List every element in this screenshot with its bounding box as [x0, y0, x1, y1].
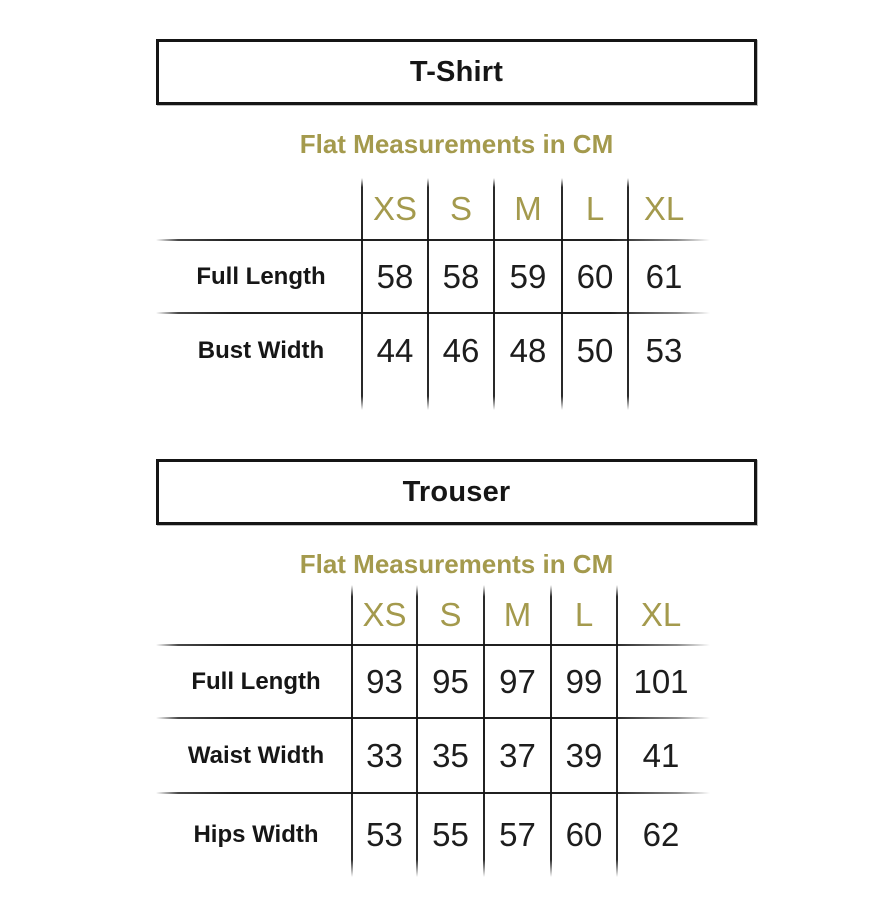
corner-cell	[160, 585, 352, 645]
trouser-subtitle: Flat Measurements in CM	[299, 549, 614, 579]
value-cell: 57	[499, 816, 536, 853]
value-cell: 58	[442, 257, 480, 295]
value-cell: 37	[499, 736, 536, 774]
size-header-s: S	[439, 596, 462, 633]
value-cell: 53	[366, 816, 403, 853]
row-label-full-length: Full Length	[196, 262, 326, 290]
tshirt-size-table	[160, 178, 700, 389]
size-header-s: S	[449, 190, 472, 227]
tshirt-title: T-Shirt	[409, 55, 504, 88]
value-cell: 39	[565, 736, 603, 774]
value-cell: 58	[376, 257, 414, 295]
value-cell: 61	[645, 257, 683, 295]
value-cell: 99	[565, 662, 603, 700]
value-cell: 60	[565, 816, 603, 853]
value-cell: 35	[432, 736, 469, 774]
value-cell: 60	[576, 257, 614, 295]
size-header-xl: XL	[640, 596, 682, 633]
value-cell: 48	[509, 332, 547, 369]
value-cell: 53	[645, 332, 683, 369]
tshirt-subtitle: Flat Measurements in CM	[299, 129, 614, 159]
value-cell: 93	[366, 662, 403, 700]
size-header-l: L	[574, 596, 594, 633]
size-header-xl: XL	[643, 190, 685, 227]
value-cell: 41	[642, 736, 680, 774]
value-cell: 62	[642, 816, 680, 853]
value-cell: 46	[442, 332, 480, 369]
value-cell: 101	[633, 662, 689, 700]
size-header-xs: XS	[362, 596, 407, 633]
value-cell: 33	[366, 736, 403, 774]
corner-cell	[160, 178, 362, 240]
row-label-waist-width: Waist Width	[187, 741, 325, 769]
size-header-l: L	[585, 190, 605, 227]
size-header-m: M	[514, 190, 542, 227]
row-label-hips-width: Hips Width	[193, 821, 319, 848]
value-cell: 50	[576, 332, 614, 369]
size-header-m: M	[503, 596, 532, 633]
size-header-xs: XS	[372, 190, 418, 227]
row-label-full-length: Full Length	[191, 667, 321, 695]
value-cell: 97	[499, 662, 536, 700]
value-cell: 95	[432, 662, 469, 700]
trouser-title-box	[156, 459, 757, 525]
value-cell: 59	[509, 257, 547, 295]
tshirt-title-box	[156, 39, 757, 105]
value-cell: 55	[432, 816, 469, 853]
trouser-title: Trouser	[402, 475, 511, 508]
value-cell: 44	[376, 332, 414, 369]
trouser-size-table	[160, 585, 705, 877]
row-label-bust-width: Bust Width	[197, 337, 325, 364]
